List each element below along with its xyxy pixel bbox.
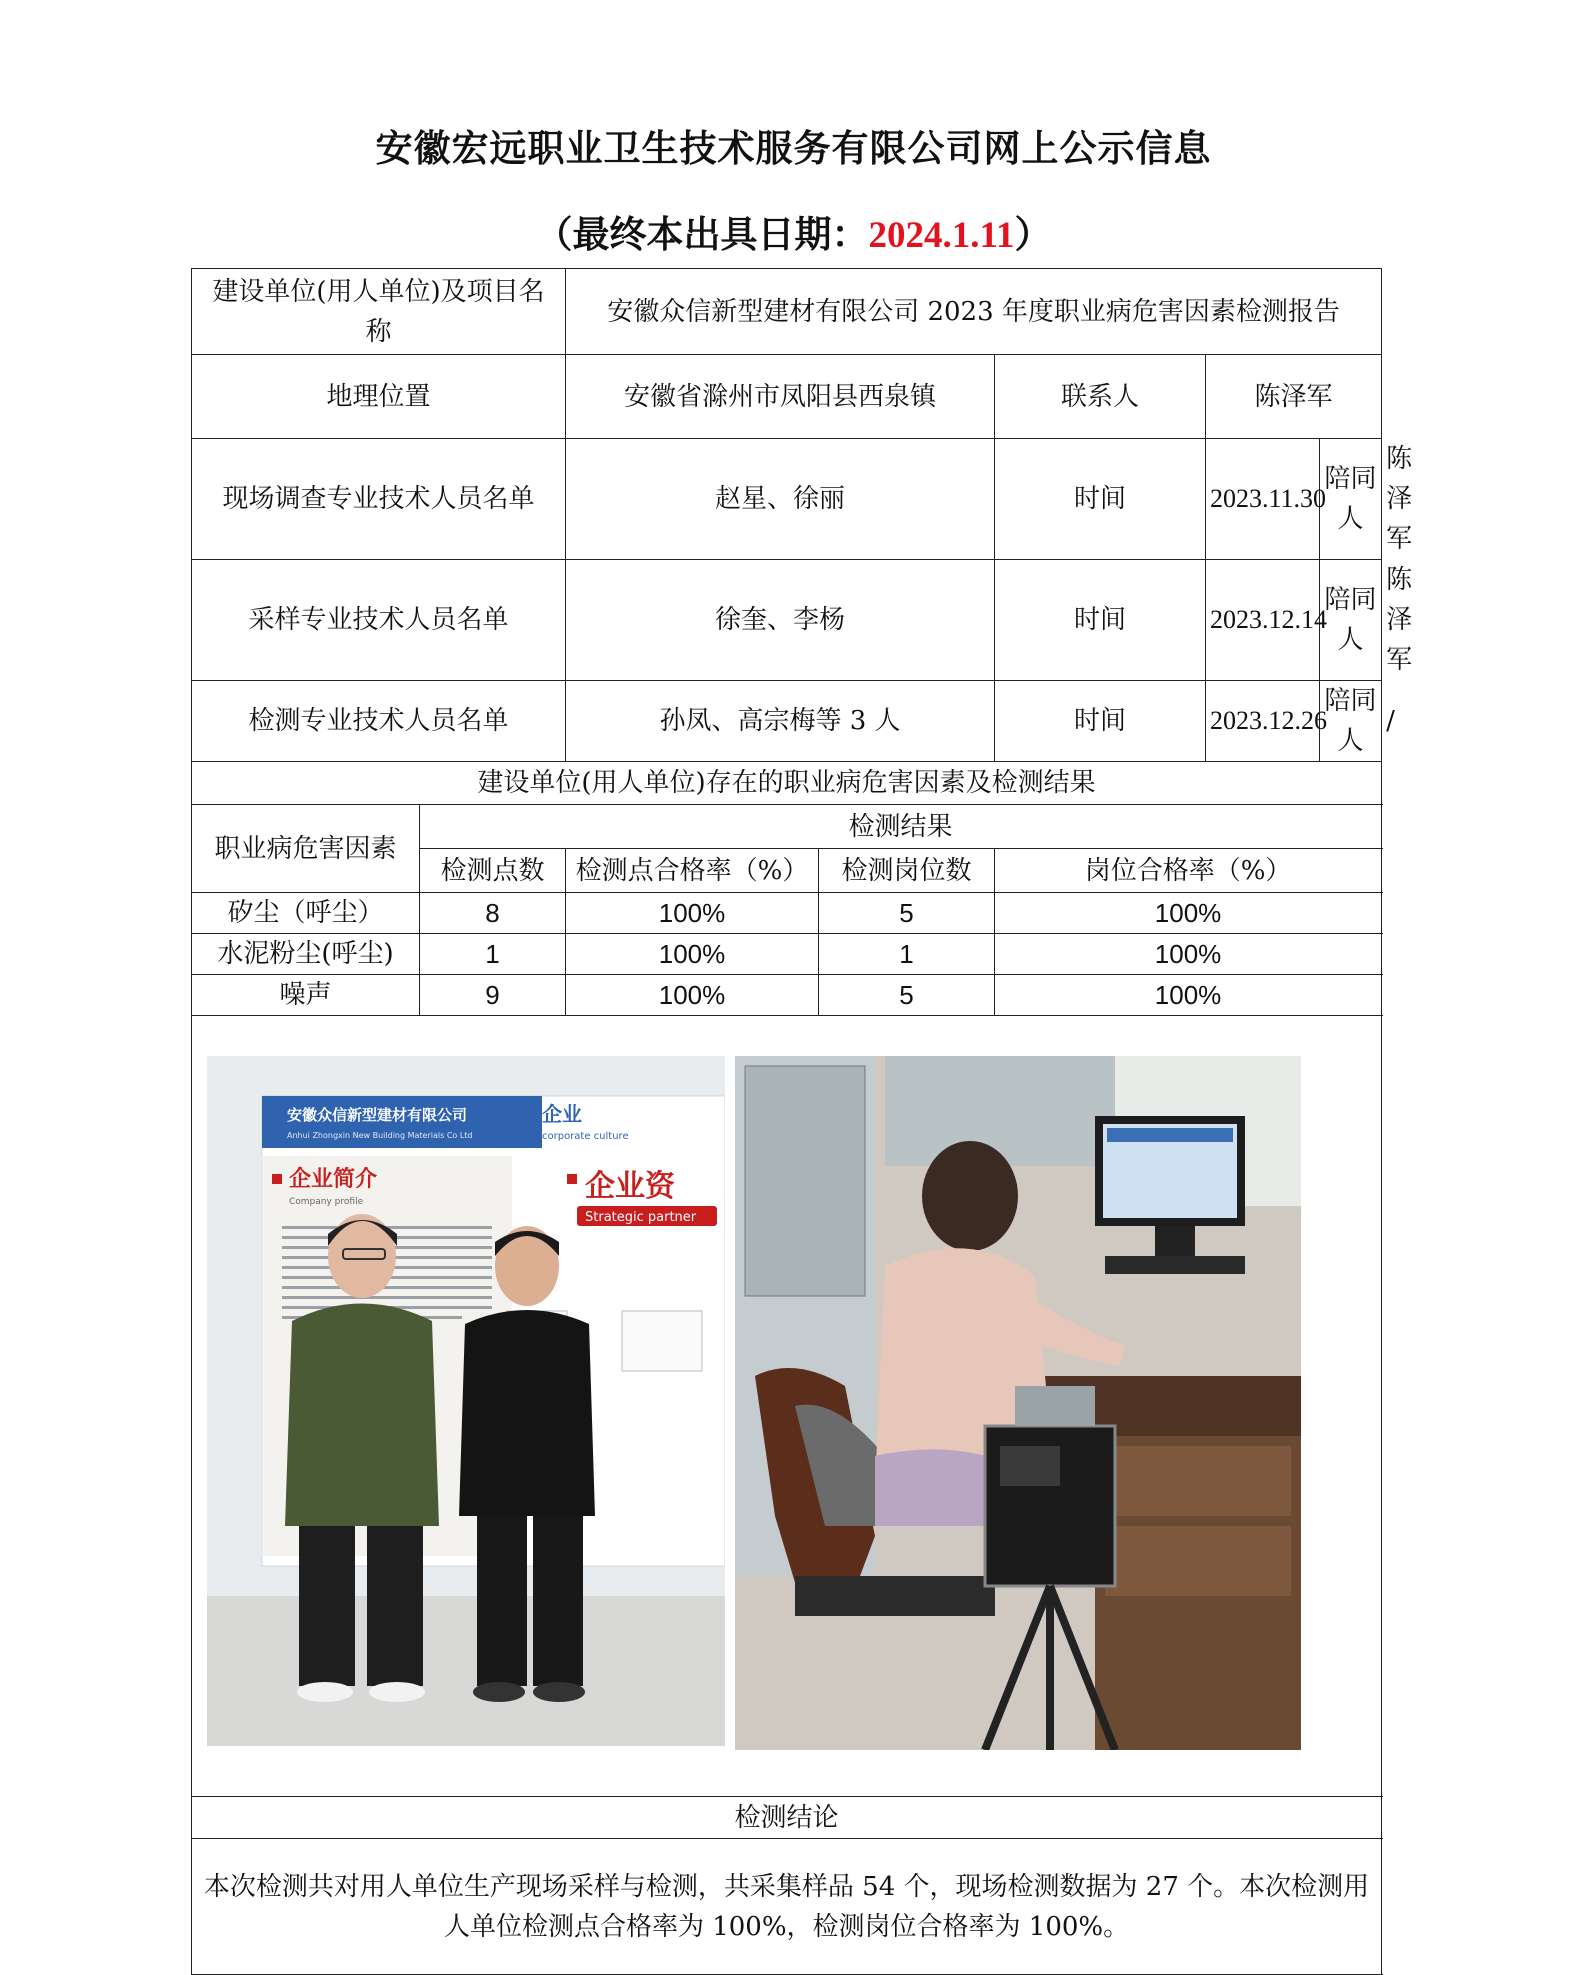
points-count: 9 [420,975,566,1016]
corp-culture-cn-text: 企业 [542,1102,582,1126]
issue-date-suffix: ） [1014,212,1052,256]
project-value: 安徽众信新型建材有限公司 2023 年度职业病危害因素检测报告 [566,269,1382,355]
survey-row: 现场调查专业技术人员名单 赵星、徐丽 时间 2023.11.30 陪同人 陈泽军 [192,439,1382,560]
project-row [192,269,1382,355]
factor-name: 水泥粉尘(呼尘) [192,934,420,975]
post-rate: 100% [995,893,1382,934]
survey-companion-label: 陪同人 [1320,439,1382,560]
hazard-section-title: 建设单位(用人单位)存在的职业病危害因素及检测结果 [192,762,1382,805]
conclusion-row [192,1839,1382,1975]
location-label: 地理位置 [192,355,566,439]
report-table [191,268,1413,1975]
survey-time: 2023.11.30 [1206,439,1320,560]
testing-row: 检测专业技术人员名单 孙凤、高宗梅等 3 人 时间 2023.12.26 陪同人 / [192,681,1382,762]
conclusion-title-row [192,1797,1382,1839]
location-row [192,355,1382,439]
post-rate: 100% [995,934,1382,975]
photo-testing-site [735,1056,1301,1750]
contact-value: 陈泽军 [1206,355,1382,439]
issue-date-value: 2024.1.11 [868,215,1015,256]
point-rate: 100% [566,893,819,934]
photo-company-board [207,1056,725,1746]
point-rate: 100% [566,975,819,1016]
intro-en-text: Company profile [289,1197,364,1207]
sampling-label: 采样专业技术人员名单 [192,560,566,681]
partner-en-text: Strategic partner [585,1210,697,1225]
partner-cn-text: 企业资 [585,1169,675,1204]
survey-staff: 赵星、徐丽 [566,439,995,560]
site-photos [192,1016,1381,1796]
col-posts: 检测岗位数 [819,849,995,893]
page-title: 安徽宏远职业卫生技术服务有限公司网上公示信息 [375,126,1212,170]
sampling-time-label: 时间 [995,560,1206,681]
issue-date-prefix: （最终本出具日期： [535,212,869,256]
point-rate: 100% [566,934,819,975]
factor-header: 职业病危害因素 [192,805,420,893]
posts-count: 1 [819,934,995,975]
col-point-rate: 检测点合格率（%） [566,849,819,893]
contact-label: 联系人 [995,355,1206,439]
factor-name: 噪声 [192,975,420,1016]
testing-staff: 孙凤、高宗梅等 3 人 [566,681,995,762]
photos-row [192,1016,1382,1797]
sampling-time: 2023.12.14 [1206,560,1320,681]
col-points: 检测点数 [420,849,566,893]
points-count: 1 [420,934,566,975]
issue-date [0,204,1587,258]
brand-en-text: Anhui Zhongxin New Building Materials Co Ltd [287,1131,473,1140]
sampling-row: 采样专业技术人员名单 徐奎、李杨 时间 2023.12.14 陪同人 陈泽军 [192,560,1382,681]
post-rate: 100% [995,975,1382,1016]
testing-time: 2023.12.26 [1206,681,1320,762]
survey-label: 现场调查专业技术人员名单 [192,439,566,560]
hazard-header-row [192,805,1382,849]
brand-cn-text: 安徽众信新型建材有限公司 [287,1106,468,1124]
col-post-rate: 岗位合格率（%） [995,849,1382,893]
conclusion-text: 本次检测共对用人单位生产现场采样与检测，共采集样品 54 个，现场检测数据为 27 个。本次检测用人单位检测点合格率为 100%，检测岗位合格率为 100%。 [192,1839,1382,1975]
project-label: 建设单位(用人单位)及项目名称 [192,269,566,355]
location-value: 安徽省滁州市凤阳县西泉镇 [566,355,995,439]
sampling-companion-label: 陪同人 [1320,560,1382,681]
survey-time-label: 时间 [995,439,1206,560]
sampling-staff: 徐奎、李杨 [566,560,995,681]
results-header: 检测结果 [420,805,1382,849]
conclusion-title: 检测结论 [192,1797,1382,1839]
testing-time-label: 时间 [995,681,1206,762]
table-row [192,934,1382,975]
corp-culture-en-text: corporate culture [542,1131,629,1142]
intro-cn-text: 企业简介 [289,1166,378,1192]
testing-label: 检测专业技术人员名单 [192,681,566,762]
testing-companion-label: 陪同人 [1320,681,1382,762]
table-row [192,893,1382,934]
table-row [192,975,1382,1016]
points-count: 8 [420,893,566,934]
posts-count: 5 [819,975,995,1016]
factor-name: 矽尘（呼尘） [192,893,420,934]
hazard-section-row [192,762,1382,805]
posts-count: 5 [819,893,995,934]
